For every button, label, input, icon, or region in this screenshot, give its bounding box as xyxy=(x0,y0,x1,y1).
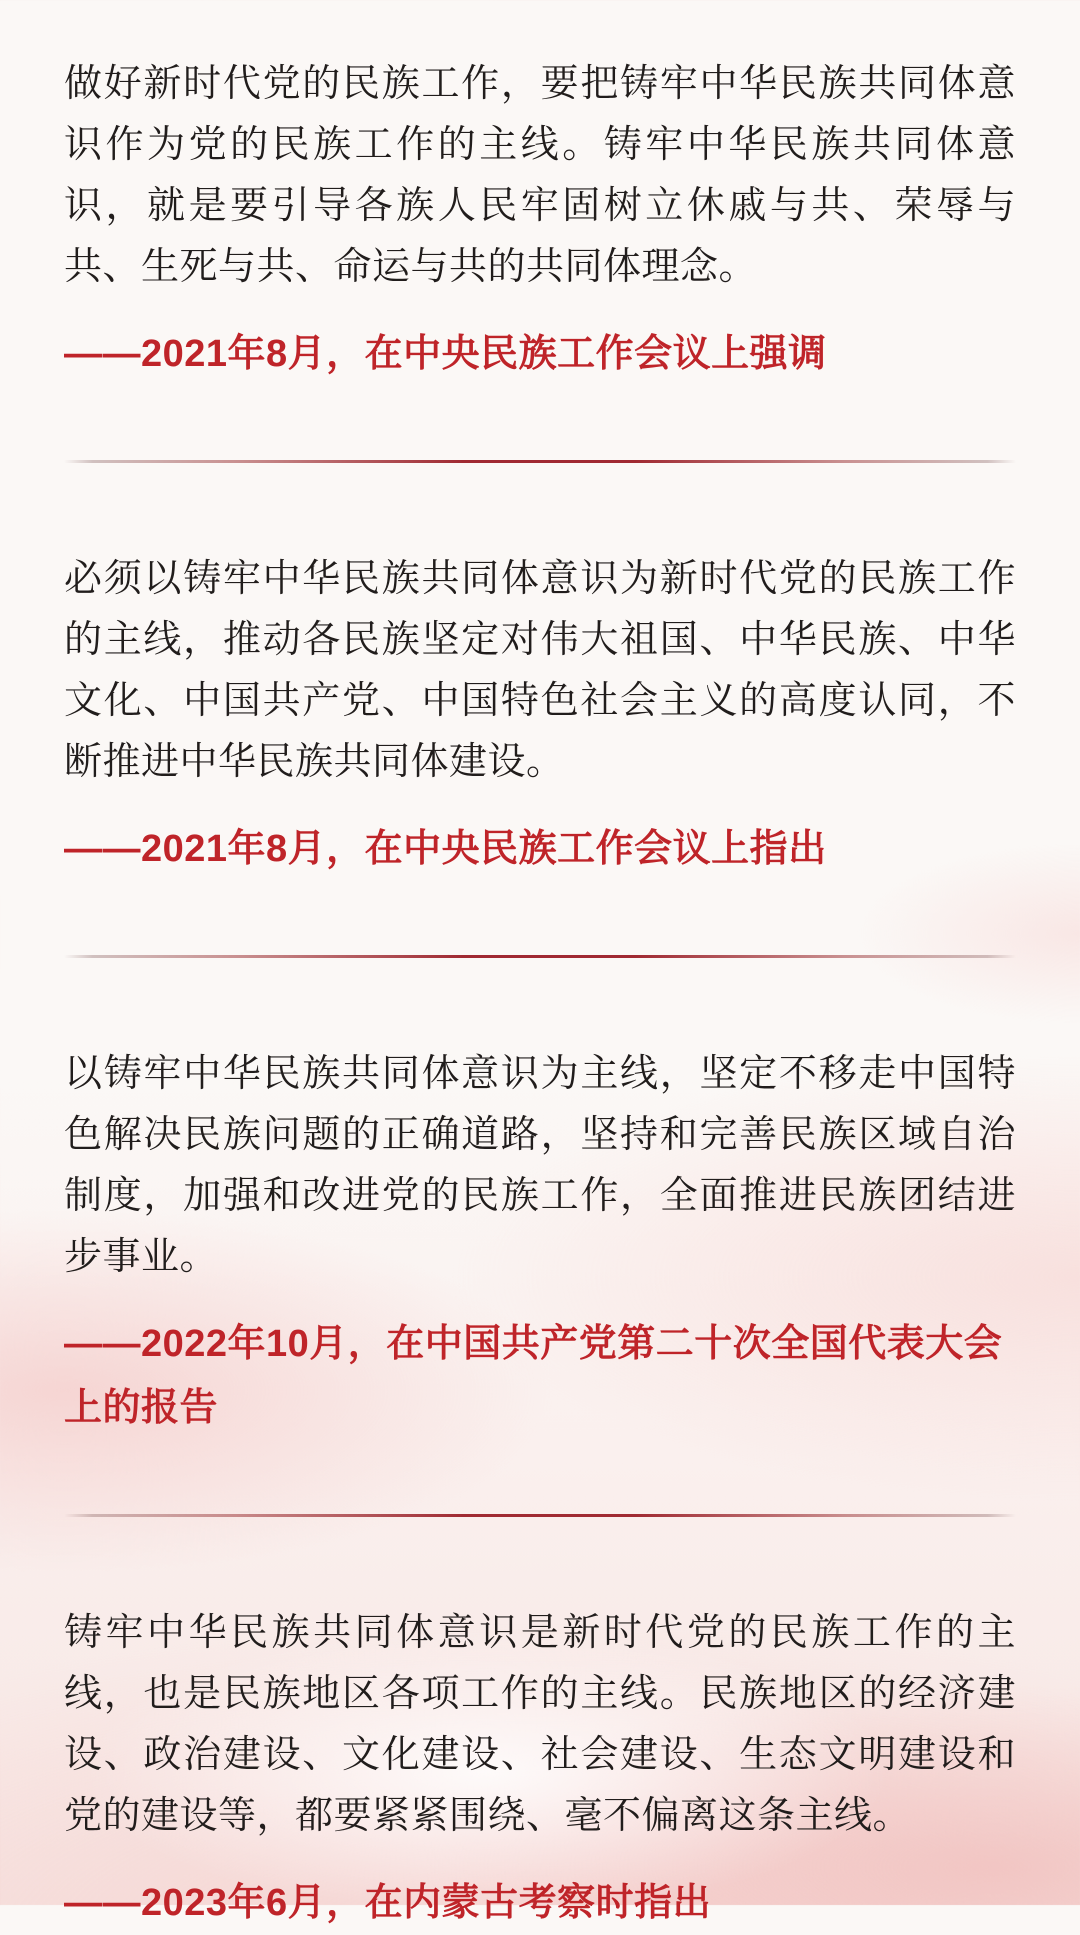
section-divider xyxy=(64,460,1016,463)
quote-text: 做好新时代党的民族工作，要把铸牢中华民族共同体意识作为党的民族工作的主线。铸牢中华民族共同体意识，就是要引导各族人民牢固树立休戚与共、荣辱与共、生死与共、命运与共的共同体理念。 xyxy=(64,63,1016,288)
quote-block-3 xyxy=(64,1044,1016,1440)
quote-attribution: ——2023年6月，在内蒙古考察时指出 xyxy=(64,1882,712,1924)
section-divider xyxy=(64,1514,1016,1517)
quote-text: 以铸牢中华民族共同体意识为主线，坚定不移走中国特色解决民族问题的正确道路，坚持和完善民族区域自治制度，加强和改进党的民族工作，全面推进民族团结进步事业。 xyxy=(64,1053,1016,1278)
section-divider xyxy=(64,955,1016,958)
quote-block-2 xyxy=(64,549,1016,881)
quote-attribution: ——2022年10月，在中国共产党第二十次全国代表大会上的报告 xyxy=(64,1323,1003,1429)
quote-block-4 xyxy=(64,1603,1016,1935)
quote-attribution: ——2021年8月，在中央民族工作会议上指出 xyxy=(64,828,827,870)
quote-text: 必须以铸牢中华民族共同体意识为新时代党的民族工作的主线，推动各民族坚定对伟大祖国、中华民族、中华文化、中国共产党、中国特色社会主义的高度认同，不断推进中华民族共同体建设。 xyxy=(64,558,1016,783)
quote-block-1 xyxy=(64,54,1016,386)
quote-text: 铸牢中华民族共同体意识是新时代党的民族工作的主线，也是民族地区各项工作的主线。民族地区的经济建设、政治建设、文化建设、社会建设、生态文明建设和党的建设等，都要紧紧围绕、毫不偏离这条主线。 xyxy=(64,1612,1016,1837)
quote-attribution: ——2021年8月，在中央民族工作会议上强调 xyxy=(64,333,827,375)
